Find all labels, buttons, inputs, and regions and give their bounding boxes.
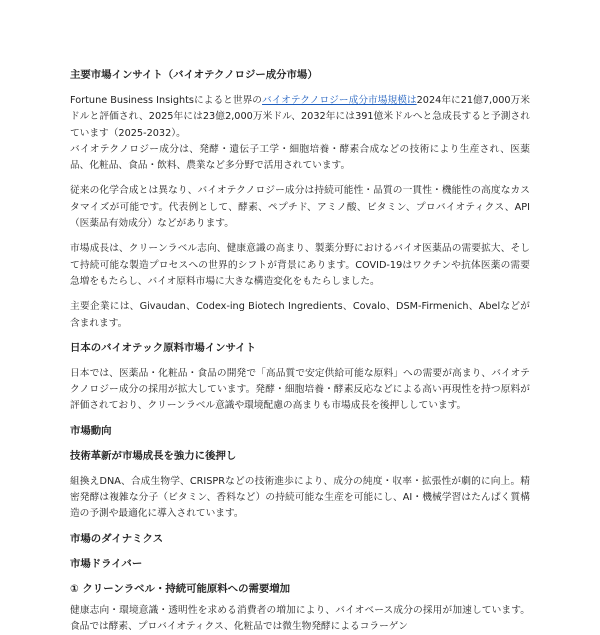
section-heading-japan-insight: 日本のバイオテック原料市場インサイト — [70, 341, 256, 354]
subheading-clean-label-demand: ① クリーンラベル・持続可能原料への需要増加 — [70, 582, 291, 595]
paragraph-sustainability: 従来の化学合成とは異なり、バイオテクノロジー成分は持続可能性・品質の一貫性・機能性の高度なカスタマイズが可能です。代表例として、酵素、ペプチド、アミノ酸、ビタミン、プロバイオティクス、API（医薬品有効成分）などがあります。 — [70, 185, 530, 230]
paragraph-growth-drivers: 市場成長は、クリーンラベル志向、健康意識の高まり、製薬分野におけるバイオ医薬品の需要拡大、そして持続可能な製造プロセスへの世界的シフトが背景にあります。COVID-19はワクチンや抗体医薬の需要急増をもたらし、バイオ原料市場に大きな構造変化をもたらしました。 — [70, 243, 530, 287]
paragraph-key-companies: 主要企業には、Givaudan、Codex-ing Biotech Ingredients、Covalo、DSM-Firmenich、Abelなどが含まれます。 — [70, 301, 530, 329]
section-heading-market-dynamics: 市場のダイナミクス — [70, 532, 164, 545]
paragraph-tech-innovation: 組換えDNA、合成生物学、CRISPRなどの技術進歩により、成分の純度・収率・拡張性が劇的に向上。精密発酵は複雑な分子（ビタミン、香料など）の持続可能な生産を可能にし、AI・機械学習はたんぱく質構造の予測や最適化に導入されています。 — [70, 475, 530, 520]
paragraph-clean-label: 健康志向・環境意識・透明性を求める消費者の増加により、バイオベース成分の採用が加速しています。食品では酵素、プロバイオティクス、化粧品では微生物発酵によるコラーゲン — [70, 604, 530, 632]
paragraph-japan-market: 日本では、医薬品・化粧品・食品の開発で「高品質で安定供給可能な原料」への需要が高まり、バイオテクノロジー成分の採用が拡大しています。発酵・細胞培養・酵素反応などによる高い再現性を持つ原料が評価されており、クリーンラベル意識や環境配慮の高まりも市場成長を後押ししています。 — [70, 367, 530, 412]
market-size-link[interactable]: バイオテクノロジー成分市場規模は — [262, 95, 417, 106]
section-heading-market-trends: 市場動向 — [70, 424, 112, 437]
paragraph-definition: バイオテクノロジー成分は、発酵・遺伝子工学・細胞培養・酵素合成などの技術により生産され、医薬品、化粧品、食品・飲料、農業など多分野で活用されています。 — [70, 143, 530, 172]
section-heading-market-insight: 主要市場インサイト（バイオテクノロジー成分市場） — [70, 69, 318, 81]
paragraph-market-size — [70, 93, 530, 142]
paragraph-market-size-rest: 2024年に21億7,000万米ドルと評価され、2025年には23億2,000万米ドル、2032年には391億米ドルへと急成長すると予測されています（2025-2032）。 — [70, 95, 530, 139]
subheading-tech-innovation: 技術革新が市場成長を強力に後押し — [70, 449, 237, 462]
paragraph-market-size-intro: Fortune Business Insightsによると世界の — [70, 95, 263, 106]
subheading-market-drivers: 市場ドライバー — [70, 557, 143, 570]
